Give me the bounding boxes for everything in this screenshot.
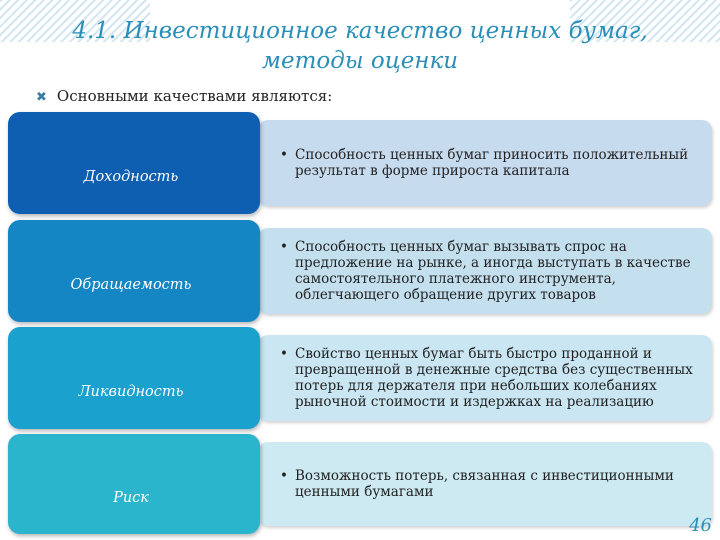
- slide-title: [40, 16, 680, 76]
- quality-row-marketability: [8, 220, 712, 322]
- description-text: Способность ценных бумаг приносить положительный результат в форме прироста капитала: [295, 147, 689, 179]
- x-mark-icon: ✖: [36, 90, 47, 105]
- page-number: 46: [689, 515, 712, 536]
- quality-label: Ликвидность: [78, 384, 184, 400]
- bullet-dot-icon: •: [280, 346, 288, 362]
- quality-label-box: [8, 434, 260, 534]
- slide-title-line-2: методы оценки: [261, 48, 459, 74]
- quality-label: Доходность: [83, 169, 179, 185]
- description-block: [258, 442, 712, 526]
- bullet-dot-icon: •: [280, 147, 288, 163]
- bullet-dot-icon: •: [280, 468, 288, 484]
- quality-label: Обращаемость: [70, 277, 192, 293]
- quality-label-box: [8, 220, 260, 322]
- quality-label-box: [8, 112, 260, 214]
- description-text: Свойство ценных бумаг быть быстро проданной и превращенной в денежные средства без существенных потерь для держателя при небольших колебаниях рыночной стоимости и издержках на реализацию: [295, 346, 693, 410]
- quality-row-yield: [8, 112, 712, 214]
- description-text: Возможность потерь, связанная с инвестиционными ценными бумагами: [295, 468, 674, 500]
- intro-line: [36, 87, 636, 105]
- description-block: [258, 228, 712, 314]
- intro-text: Основными качествами являются:: [56, 87, 333, 105]
- quality-row-liquidity: [8, 327, 712, 429]
- quality-row-risk: [8, 434, 712, 534]
- description-text: Способность ценных бумаг вызывать спрос на предложение на рынке, а иногда выступать в качестве самостоятельного платежного инструмента, облегчающего обращение других товаров: [295, 239, 691, 303]
- description-block: [258, 335, 712, 421]
- quality-label: Риск: [113, 490, 149, 506]
- bullet-dot-icon: •: [280, 239, 288, 255]
- quality-label-box: [8, 327, 260, 429]
- description-block: [258, 120, 712, 206]
- slide-title-line-1: 4.1. Инвестиционное качество ценных бумаг,: [72, 18, 648, 44]
